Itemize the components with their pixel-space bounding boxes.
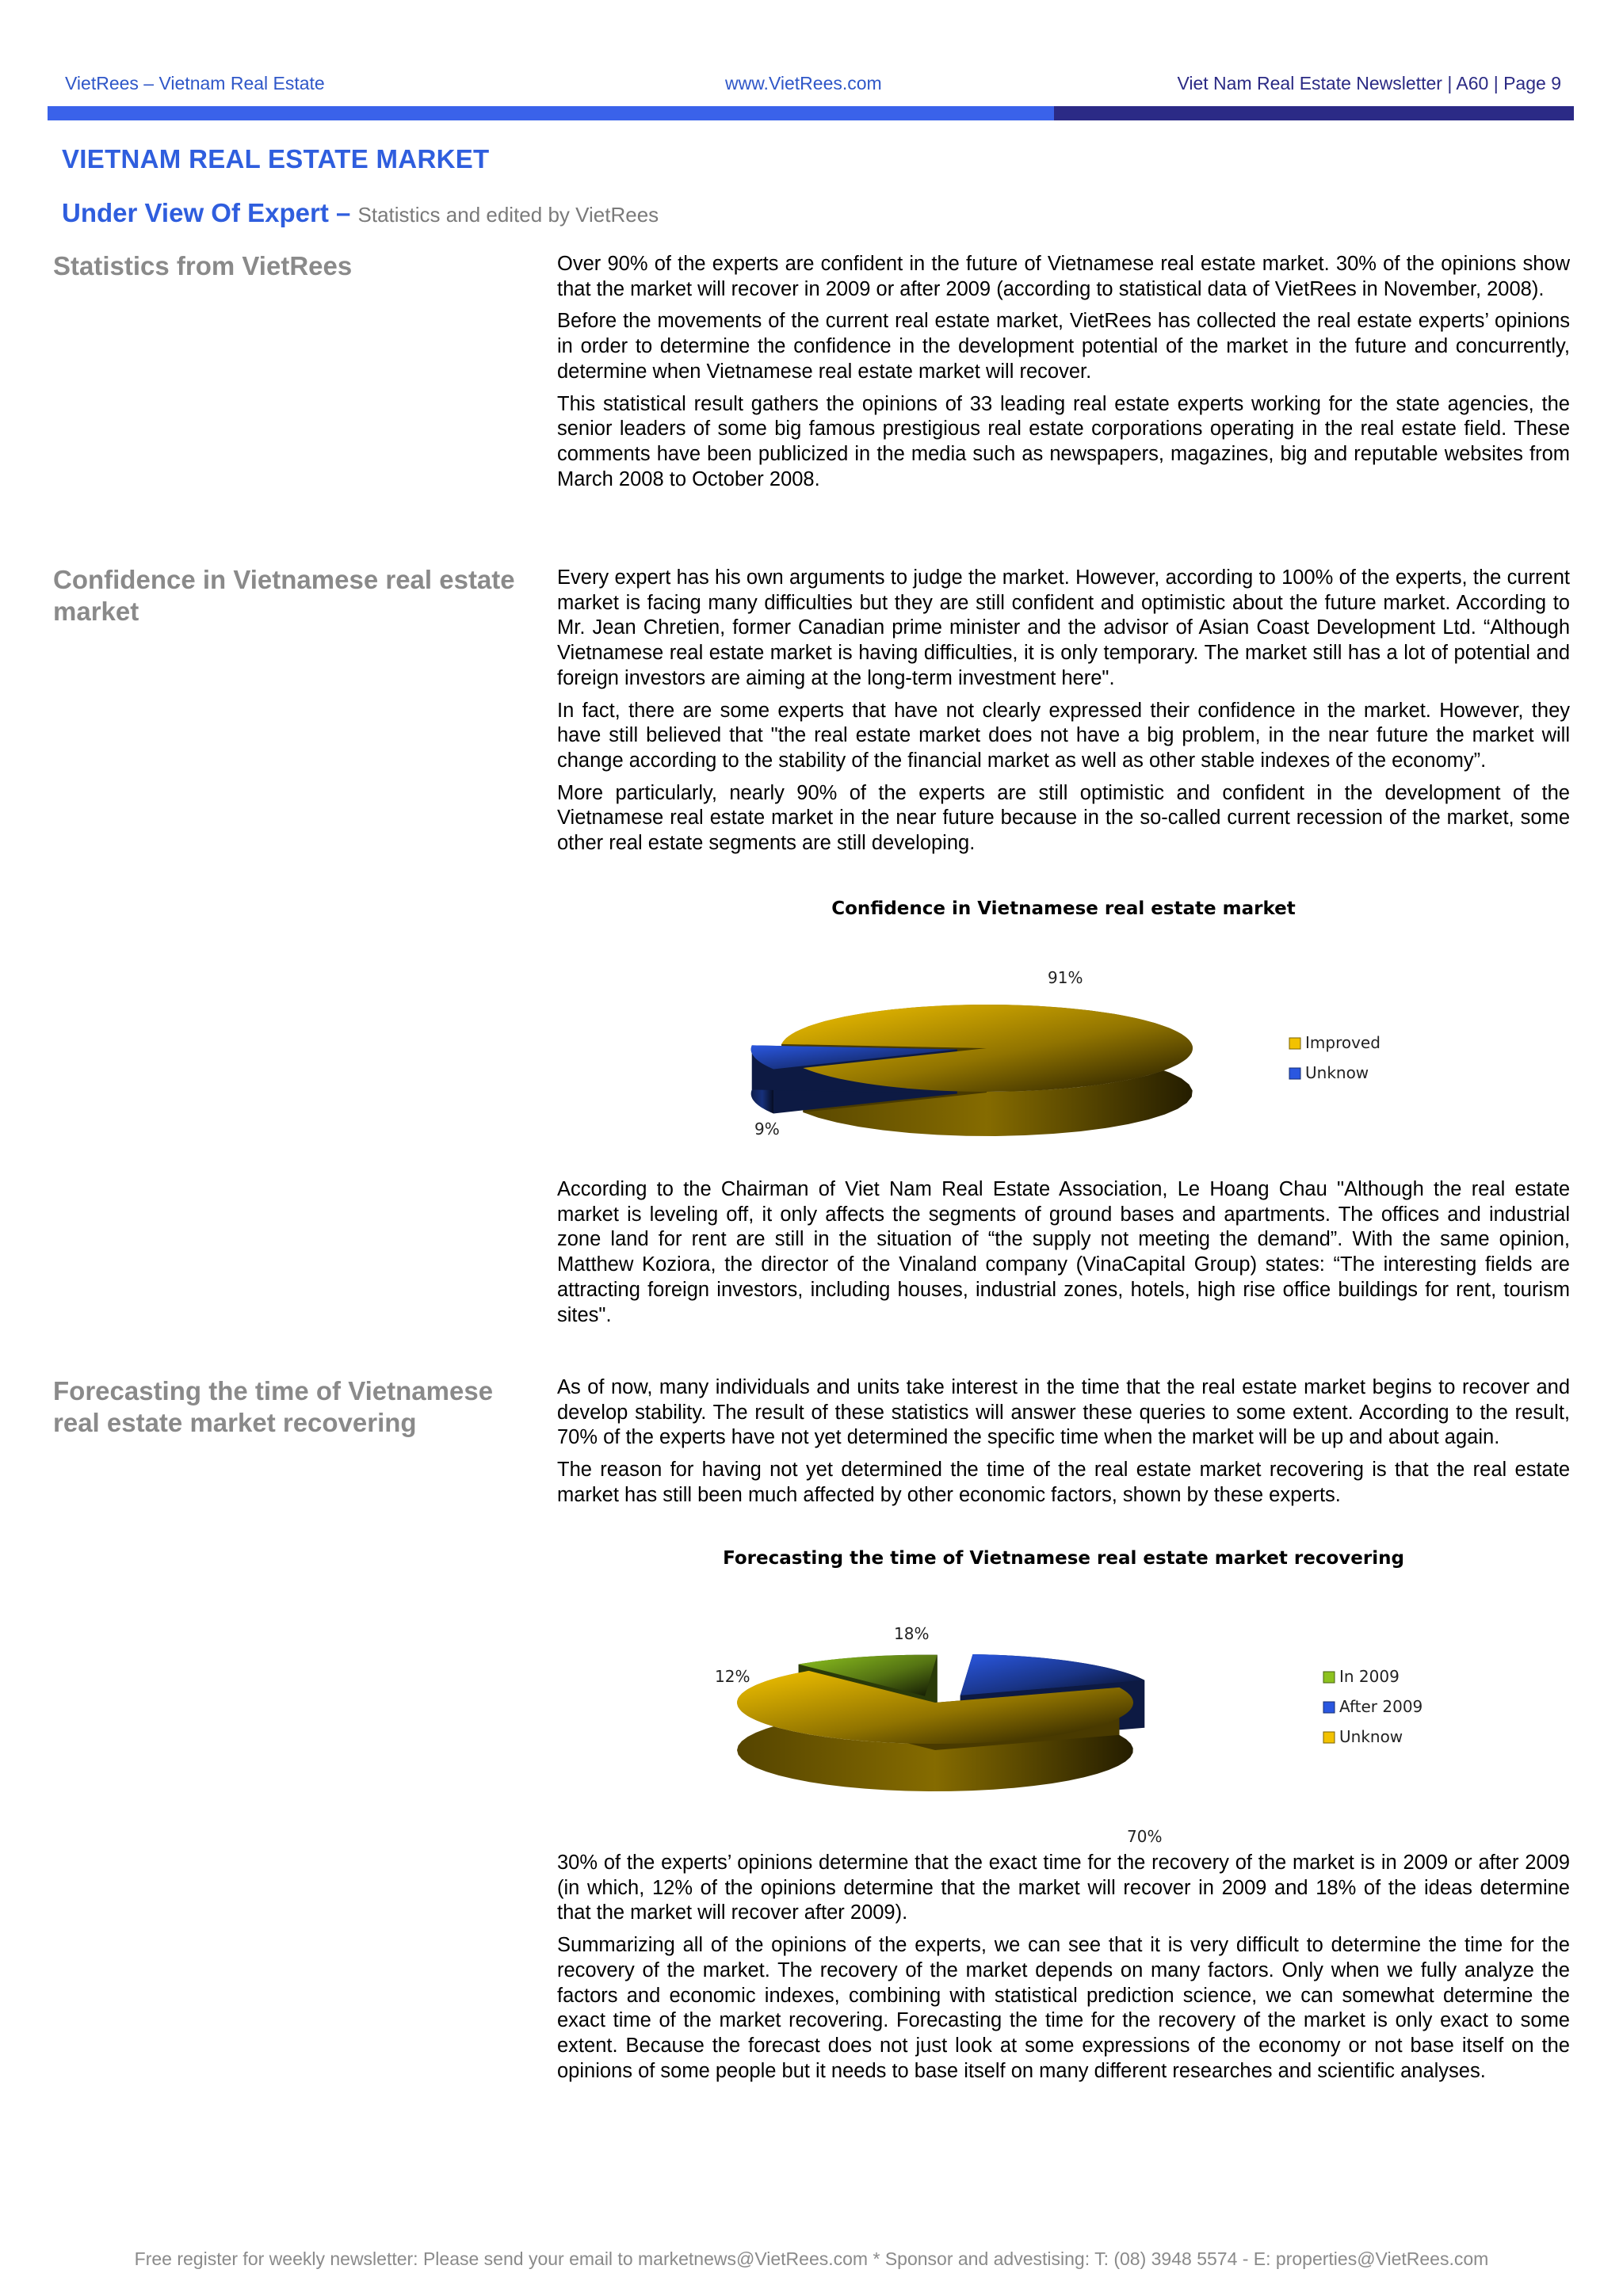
- data-label-unknow: 70%: [1127, 1827, 1163, 1846]
- data-label-improved: 91%: [1048, 968, 1083, 987]
- header-site-name: VietRees – Vietnam Real Estate: [65, 73, 325, 93]
- header-website-link[interactable]: www.VietRees.com: [725, 73, 882, 93]
- data-label-after-2009: 18%: [894, 1624, 930, 1643]
- chart-forecasting: [697, 1611, 1423, 1849]
- paragraph: This statistical result gathers the opinions of 33 leading real estate experts working for the state agencies, the senior leaders of some big famous prestigious real estate corporations operating in the real estate field. These comments have been publicized in the media such as newspapers, magazines, big and reputable websites from March 2008 to October 2008.: [557, 392, 1570, 490]
- section-body-confidence-continued: [557, 1177, 1570, 1335]
- subtitle-main: Under View Of Expert: [62, 198, 329, 227]
- legend-item-in-2009: [1323, 1667, 1400, 1686]
- section-body-statistics: [557, 252, 1570, 499]
- subtitle-note: Statistics and edited by VietRees: [357, 203, 659, 227]
- svg-text:After 2009: After 2009: [1339, 1697, 1423, 1716]
- paragraph: In fact, there are some experts that have not clearly expressed their confidence in the market. However, they have still believed that "the real estate market does not have a big problem, in the near future the market will change according to the stability of the financial market as well as other stable indexes of the economy”.: [557, 699, 1570, 772]
- paragraph: Summarizing all of the opinions of the experts, we can see that it is very difficult to determine the time for the recovery of the market. The recovery of the market depends on many factors. Only when we fully analyze the factors and economic indexes, combining with statistical prediction science, we can somewhat determine the exact time of the market recovering. Forecasting the time for the recovery of the market is only exact to some extent. Because the forecast does not just look at some expressions of the economy or not base itself on the opinions of some people but it needs to base itself on many different researches and scientific analyses.: [557, 1934, 1570, 2082]
- paragraph: The reason for having not yet determined the time of the real estate market recovering is that the real estate market has still been much affected by other economic factors, shown by these experts.: [557, 1459, 1570, 1506]
- pie-chart-confidence: [713, 948, 1426, 1169]
- legend-item-unknow: [1323, 1727, 1403, 1746]
- svg-text:Improved: Improved: [1305, 1033, 1381, 1052]
- legend-item-improved: [1289, 1033, 1381, 1052]
- section-heading-confidence: Confidence in Vietnamese real estate market: [53, 565, 515, 626]
- pie-chart-forecasting: [697, 1611, 1423, 1849]
- svg-text:Unknow: Unknow: [1305, 1063, 1369, 1082]
- section-body-forecasting: [557, 1375, 1570, 1516]
- legend-item-after-2009: [1323, 1697, 1423, 1716]
- data-label-in-2009: 12%: [715, 1667, 750, 1686]
- section-heading-statistics: Statistics from VietRees: [53, 251, 353, 280]
- header-rule-blue: [48, 106, 1054, 120]
- chart-title-confidence: Confidence in Vietnamese real estate market: [831, 898, 1296, 919]
- legend-item-unknow: [1289, 1063, 1369, 1082]
- page-footer: Free register for weekly newsletter: Please send your email to marketnews@VietRees.com * Sponsor and advestising: T: (08) 3948 5574 - E: properties@VietRees.com: [134, 2248, 1489, 2269]
- chart-confidence: [713, 948, 1426, 1169]
- paragraph: Over 90% of the experts are confident in the future of Vietnamese real estate market. 30% of the opinions show that the market will recover in 2009 or after 2009 (according to statistical data of VietRees in November, 2008).: [557, 253, 1570, 300]
- section-body-forecasting-continued: [557, 1851, 1570, 2091]
- subtitle-dash: –: [328, 198, 358, 227]
- paragraph: According to the Chairman of Viet Nam Real Estate Association, Le Hoang Chau "Although the real estate market is leveling off, it only affects the segments of ground bases and apartments. The offices and industrial zone land for rent are still in the situation of “the supply not meeting the demand”. With the same opinion, Matthew Koziora, the director of the Vinaland company (VinaCapital Group) states: “The interesting fields are attracting foreign investors, including houses, industrial zones, hotels, high rise office buildings for rent, tourism sites".: [557, 1178, 1570, 1326]
- data-label-unknow: 9%: [754, 1119, 780, 1138]
- paragraph: 30% of the experts’ opinions determine that the exact time for the recovery of the market is in 2009 or after 2009 (in which, 12% of the opinions determine that the market will recover in 2009 and 18% of the ideas determine that the market will recover after 2009).: [557, 1852, 1570, 1924]
- header-rule-navy: [1054, 106, 1574, 120]
- section-heading-forecasting: Forecasting the time of Vietnamese real estate market recovering: [53, 1376, 494, 1437]
- paragraph: More particularly, nearly 90% of the experts are still optimistic and confident in the development of the Vietnamese real estate market in the near future because in the so-called current recession of the market, some other real estate segments are still developing.: [557, 781, 1570, 855]
- chart-title-forecasting: Forecasting the time of Vietnamese real estate market recovering: [723, 1548, 1404, 1569]
- paragraph: Before the movements of the current real estate market, VietRees has collected the real estate experts’ opinions in order to determine the confidence in the development potential of the market in the future and concurrently, determine when Vietnamese real estate market will recover.: [557, 310, 1570, 383]
- header-issue-info: Viet Nam Real Estate Newsletter | A60 | Page 9: [1177, 73, 1561, 93]
- svg-text:Unknow: Unknow: [1339, 1727, 1403, 1746]
- paragraph: As of now, many individuals and units take interest in the time that the real estate market begins to recover and develop stability. The result of these statistics will answer these queries to some extent. According to the result, 70% of the experts have not yet determined the specific time when the market will be up and about again.: [557, 1376, 1570, 1449]
- page-header: [0, 68, 1623, 97]
- section-body-confidence: [557, 566, 1570, 864]
- page-subtitle: [62, 198, 659, 228]
- page-title: VIETNAM REAL ESTATE MARKET: [62, 144, 490, 174]
- paragraph: Every expert has his own arguments to judge the market. However, according to 100% of the experts, the current market is facing many difficulties but they are still confident and optimistic about the future market. According to Mr. Jean Chretien, former Canadian prime minister and the advisor of Asian Coast Development Ltd. “Although Vietnamese real estate market is having difficulties, it is only temporary. The market still has a lot of potential and foreign investors are aiming at the long-term investment here".: [557, 566, 1570, 689]
- svg-text:In 2009: In 2009: [1339, 1667, 1400, 1686]
